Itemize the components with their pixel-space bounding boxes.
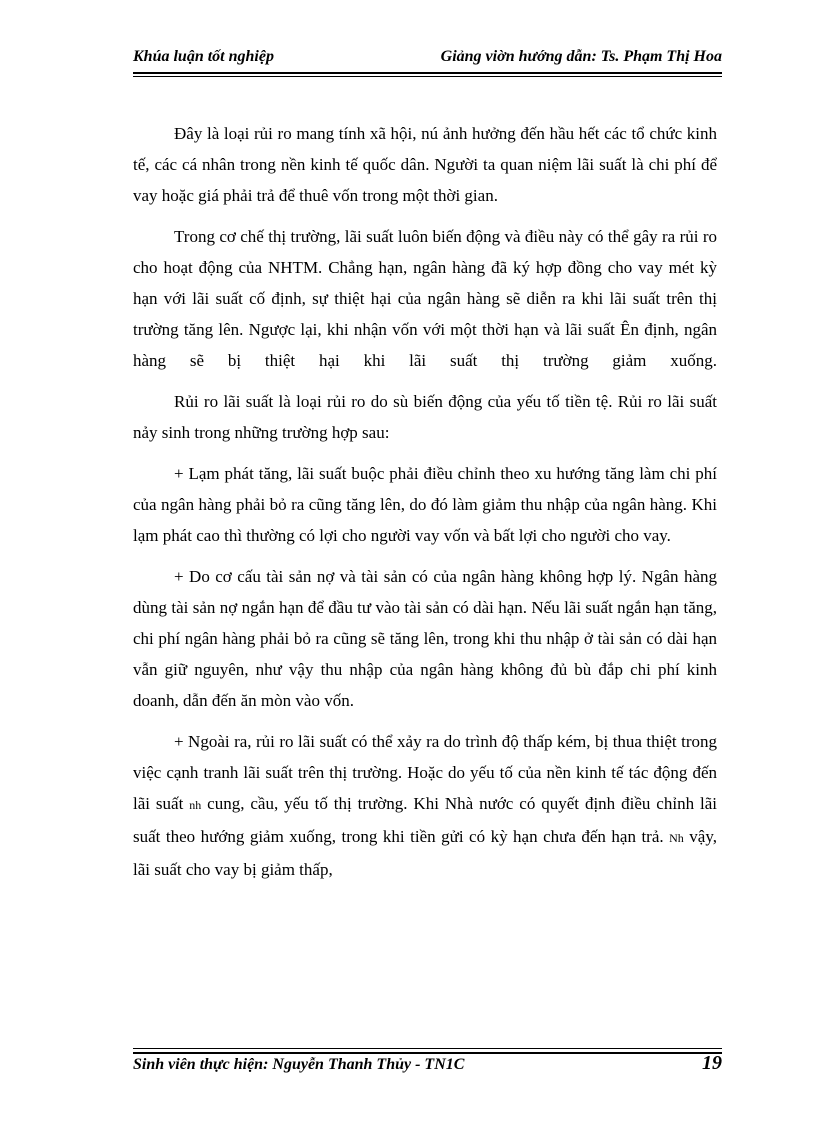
paragraph-2-last-line: trường giảm xuống. bbox=[542, 351, 717, 370]
page-footer bbox=[133, 1044, 722, 1084]
page-header bbox=[133, 48, 722, 74]
paragraph-6-part-1: + Ngoài ra, rủi ro lãi suất có thể xảy ra do trình độ thấp kém, bị thua thiệt trong việc cạnh tranh lãi suất trên thị trường. Hoặc do yếu tố của nền kinh tế tác động đến lãi suất bbox=[133, 732, 717, 813]
paragraph-3: Rủi ro lãi suất là loại rủi ro do sù biến động của yếu tố tiền tệ. Rủi ro lãi suất nảy sinh trong những trường hợp sau: bbox=[133, 392, 717, 442]
paragraph-2-text: Trong cơ chế thị trường, lãi suất luôn biến động và điều này có thể gây ra rủi ro cho hoạt động của NHTM. Chẳng hạn, ngân hàng đã ký hợp đồng cho vay mét kỳ hạn với lãi suất cố định, sự thiệt hại của ngân hàng sẽ diễn ra khi lãi suất trên thị trường tăng lên. Ngược lại, khi nhận vốn với một thời hạn và lãi suất Ên định, ngân hàng sẽ bị thiệt hại khi lãi suất thị bbox=[133, 227, 717, 370]
paragraph-4: + Lạm phát tăng, lãi suất buộc phải điều chỉnh theo xu hướng tăng làm chi phí của ngân hàng phải bỏ ra cũng tăng lên, do đó làm giảm thu nhập của ngân hàng. Khi lạm phát cao thì thường có lợi cho người vay vốn và bất lợi cho người cho vay. bbox=[133, 464, 717, 545]
paragraph-6-part-3: vậy, lãi suất cho vay bị giảm thấp, bbox=[133, 827, 717, 879]
footer-rule-thick bbox=[133, 1052, 722, 1054]
page-body bbox=[133, 118, 717, 895]
paragraph-6-part-2: cung, cầu, yếu tố thị trường. Khi Nhà nước có quyết định điều chỉnh lãi suất theo hướng giảm xuống, trong khi tiền gửi có kỳ hạn chưa đến hạn trả. bbox=[133, 794, 717, 846]
header-thesis-title: Khúa luận tốt nghiệp bbox=[133, 48, 274, 65]
paragraph-2 bbox=[133, 221, 717, 376]
paragraph-6-nh-2: Nh bbox=[669, 831, 684, 845]
header-rule-thick bbox=[133, 72, 722, 74]
header-advisor: Giảng viờn hướng dẫn: Ts. Phạm Thị Hoa bbox=[440, 48, 722, 65]
header-rule-thin bbox=[133, 76, 722, 77]
page-number: 19 bbox=[702, 1052, 722, 1074]
footer-rule-thin bbox=[133, 1048, 722, 1049]
paragraph-6 bbox=[133, 726, 717, 885]
footer-student: Sinh viên thực hiện: Nguyễn Thanh Thủy - TN1C bbox=[133, 1056, 465, 1073]
paragraph-1: Đây là loại rủi ro mang tính xã hội, nú ảnh hưởng đến hầu hết các tổ chức kinh tế, các cá nhân trong nền kinh tế quốc dân. Người ta quan niệm lãi suất là chi phí để vay hoặc giá phải trả để thuê vốn trong một thời gian. bbox=[133, 124, 717, 205]
paragraph-5: + Do cơ cấu tài sản nợ và tài sản có của ngân hàng không hợp lý. Ngân hàng dùng tài sản nợ ngắn hạn để đầu tư vào tài sản có dài hạn. Nếu lãi suất ngắn hạn tăng, chi phí ngân hàng phải bỏ ra cũng sẽ tăng lên, trong khi thu nhập ở tài sản có dài hạn vẫn giữ nguyên, như vậy thu nhập của ngân hàng không đủ bù đắp chi phí kinh doanh, dẫn đến ăn mòn vào vốn. bbox=[133, 567, 717, 710]
paragraph-6-nh-1: nh bbox=[189, 798, 202, 812]
